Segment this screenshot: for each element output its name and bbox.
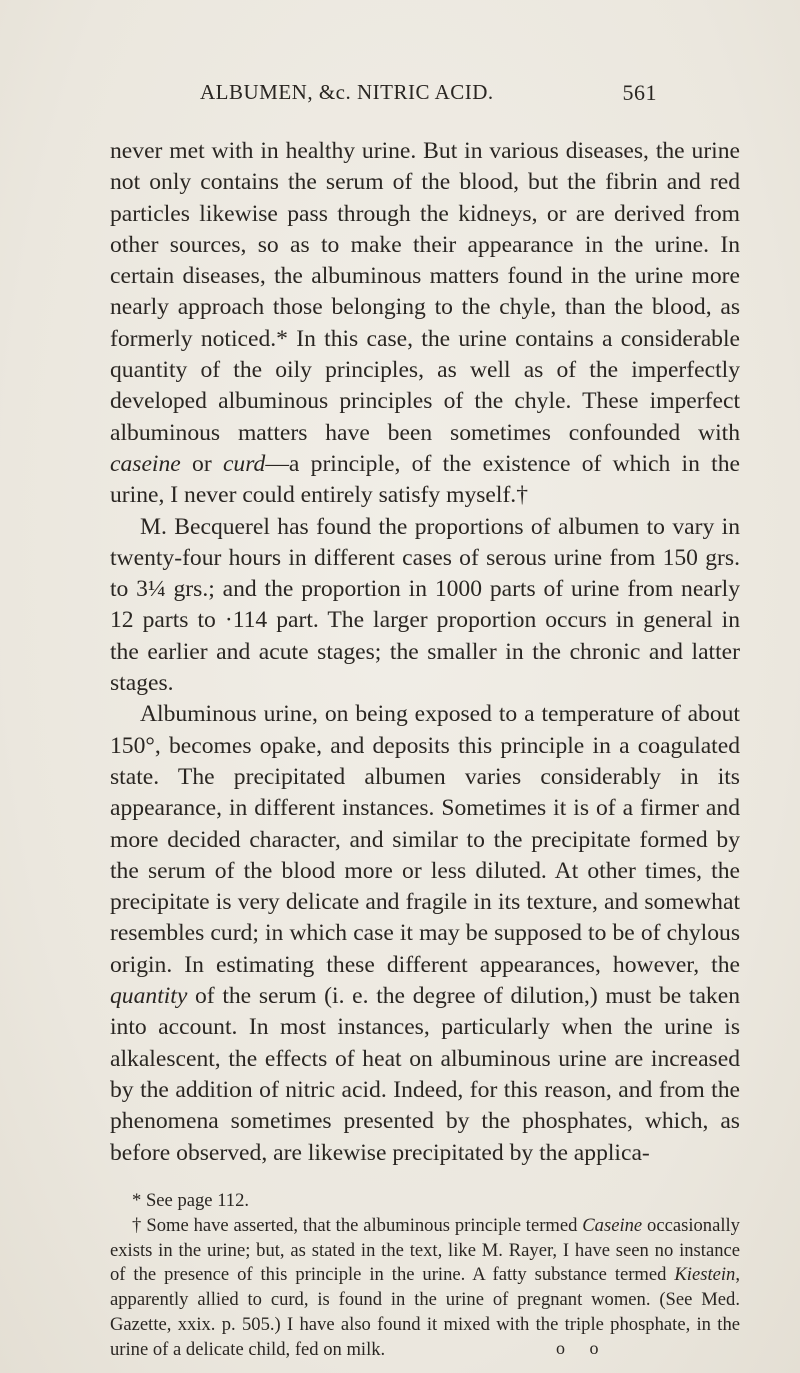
body-text — [110, 136, 740, 1169]
paragraph-2: M. Becquerel has found the proportions of albumen to vary in twenty-four hours in different cases of serous urine from 150 grs. to 3¼ grs.; and the proportion in 1000 parts of urine from nearly 12 parts to ·114 part. The larger proportion occurs in general in the earlier and acute stages; the smaller in the chronic and latter stages. — [110, 513, 740, 697]
paragraph-3: Albuminous urine, on being exposed to a temperature of about 150°, becomes opake, and deposits this principle in a coagulated state. The precipitated albumen varies considerably in its appearance, in different instances. Sometimes it is of a firmer and more decided character, and similar to the precipitate formed by the serum of the blood more or less diluted. At other times, the precipitate is very delicate and fragile in its texture, and somewhat resembles curd; in which case it may be supposed to be of chylous origin. In estimating these different appearances, however, the quantity of the serum (i. e. the degree of dilution,) must be taken into account. In most instances, particularly when the urine is alkalescent, the effects of heat on albuminous urine are increased by the addition of nitric acid. Indeed, for this reason, and from the phenomena sometimes presented by the phosphates, which, as before observed, are likewise precipitated by the applica- — [110, 701, 740, 1166]
footnote-1: * See page 112. — [132, 1190, 250, 1211]
running-title: ALBUMEN, &c. NITRIC ACID. — [200, 80, 494, 104]
emphasis-caseine: caseine — [110, 450, 181, 477]
paragraph-1: never met with in healthy urine. But in various diseases, the urine not only contains the serum of the blood, but the fibrin and red particles likewise pass through the kidneys, or are derived from other sources, so as to make their appearance in the urine. In certain diseases, the albuminous matters found in the urine more nearly approach those belonging to the chyle, than the blood, as formerly noticed.* In this case, the urine contains a considerable quantity of the oily principles, as well as of the imperfectly developed albuminous principles of the chyle. These imperfect albuminous matters have been sometimes confounded with caseine or curd—a principle, of the existence of which in the urine, I never could entirely satisfy myself.† — [110, 138, 740, 509]
emphasis-quantity: quantity — [110, 983, 188, 1010]
page-number: 561 — [622, 80, 657, 105]
emphasis-curd: curd — [222, 450, 266, 477]
footnote-2: † Some have asserted, that the albuminous principle termed Caseine occasionally exists in the urine; but, as stated in the text, like M. Rayer, I have seen no instance of the presence of this principle in the urine. A fatty substance termed Kiestein, apparently allied to curd, is found in the urine of pregnant women. (See Med. Gazette, xxix. p. 505.) I have also found it mixed with the triple phosphate, in the urine of a delicate child, fed on milk. — [110, 1214, 740, 1360]
emphasis-caseine-footnote: Caseine — [582, 1214, 643, 1236]
emphasis-kiestein: Kiestein — [674, 1264, 736, 1286]
footnotes — [110, 1189, 740, 1363]
signature-mark: o o — [556, 1338, 609, 1358]
